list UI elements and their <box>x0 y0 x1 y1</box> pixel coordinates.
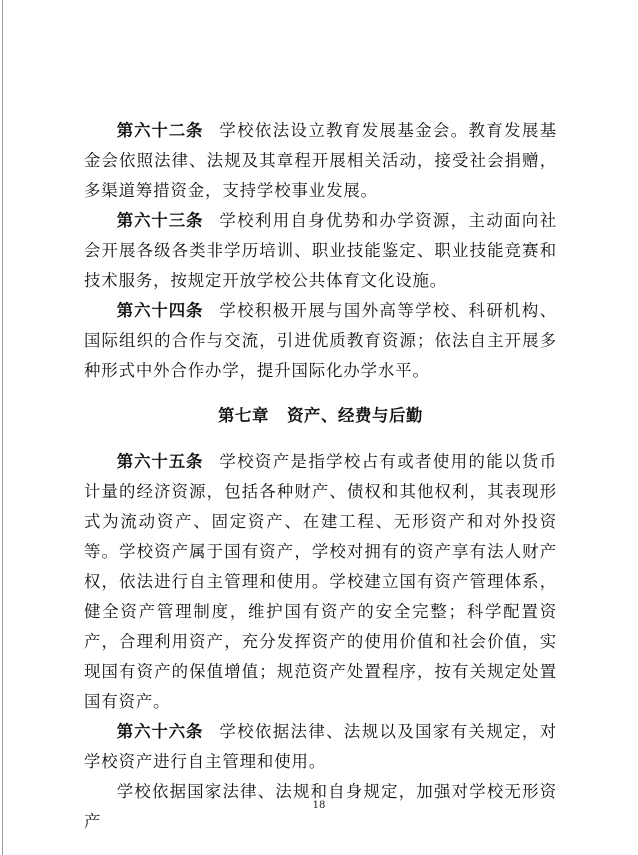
article-text: 学校积极开展与国外高等学校、科研机构、国际组织的合作与交流，引进优质教育资源；依法自主开展多种形式中外合作办学，提升国际化办学水平。 <box>84 301 558 380</box>
article-65 <box>84 447 557 717</box>
article-text: 学校利用自身优势和办学资源，主动面向社会开展各级各类非学历培训、职业技能鉴定、职业技能竞赛和技术服务，按规定开放学校公共体育文化设施。 <box>84 211 558 290</box>
article-text: 学校依法设立教育发展基金会。教育发展基金会依照法律、法规及其章程开展相关活动，接受社会捐赠，多渠道筹措资金，支持学校事业发展。 <box>84 121 558 200</box>
page-number: 18 <box>312 800 326 811</box>
article-64 <box>84 296 557 386</box>
article-heading: 第六十六条 <box>116 722 204 741</box>
article-heading: 第六十五条 <box>116 452 204 471</box>
chapter-number: 第七章 <box>218 406 270 425</box>
page-edge-line <box>2 0 3 855</box>
article-62 <box>84 116 557 206</box>
document-page <box>84 116 557 837</box>
article-heading: 第六十三条 <box>116 211 204 230</box>
article-text: 学校资产是指学校占有或者使用的能以货币计量的经济资源，包括各种财产、债权和其他权利，其表现形式为流动资产、固定资产、在建工程、无形资产和对外投资等。学校资产属于国有资产，学校对拥有的资产享有法人财产权，依法进行自主管理和使用。学校建立国有资产管理体系，健全资产管理制度，维护国有资产的安全完整；科学配置资产，合理利用资产，充分发挥资产的使用价值和社会价值，实现国有资产的保值增值；规范资产处置程序，按有关规定处置国有资产。 <box>84 452 558 711</box>
trailing-paragraph: 学校依据国家法律、法规和自身规定，加强对学校无形资产 <box>84 782 557 831</box>
article-63 <box>84 206 557 296</box>
article-text: 学校依据法律、法规以及国家有关规定，对学校资产进行自主管理和使用。 <box>84 722 558 771</box>
chapter-heading <box>84 401 557 431</box>
article-66 <box>84 717 557 777</box>
chapter-title: 资产、经费与后勤 <box>287 406 423 425</box>
article-heading: 第六十二条 <box>116 121 204 140</box>
article-heading: 第六十四条 <box>116 301 204 320</box>
